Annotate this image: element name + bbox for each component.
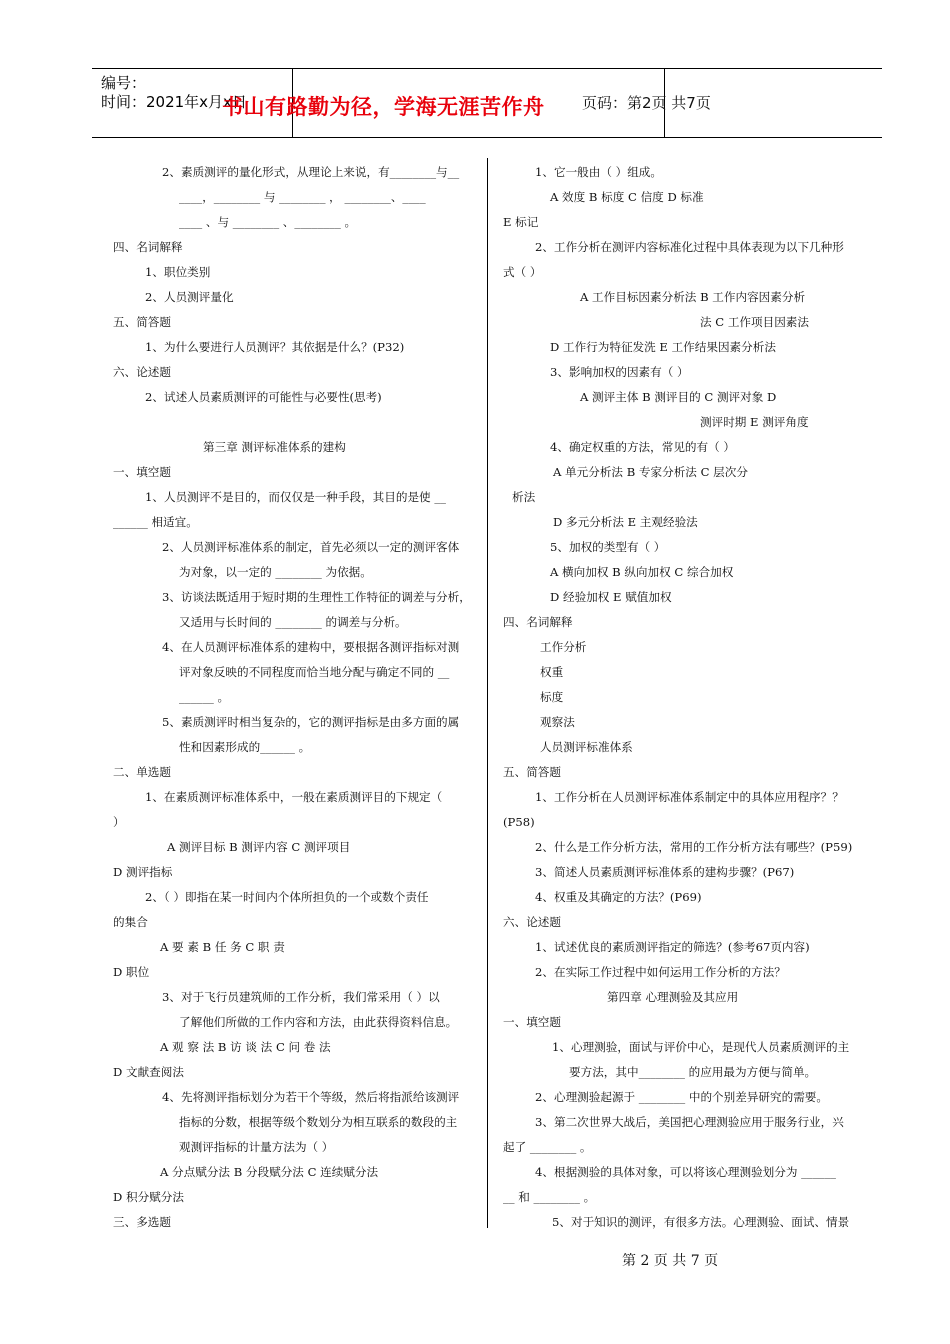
text-line: 3、访谈法既适用于短时期的生理性工作特征的调差与分析， bbox=[162, 590, 471, 604]
text-line: (P58) bbox=[503, 815, 535, 829]
text-line: ____，________ 与 ________ ， ________、____ bbox=[179, 190, 426, 204]
text-line: ______ 相适宜。 bbox=[113, 515, 198, 529]
text-line: 4、权重及其确定的方法？(P69) bbox=[535, 890, 702, 904]
text-line: 4、根据测验的具体对象，可以将该心理测验划分为 ______ bbox=[535, 1165, 836, 1179]
option-line: A 观 察 法 B 访 谈 法 C 问 卷 法 bbox=[160, 1040, 331, 1054]
section-heading: 四、名词解释 bbox=[113, 240, 183, 254]
option-line: 析法 bbox=[512, 490, 536, 504]
term-item: 观察法 bbox=[540, 715, 575, 729]
text-line: 5、素质测评时相当复杂的，它的测评指标是由多方面的属 bbox=[162, 715, 460, 729]
text-line: 2、工作分析在测评内容标准化过程中具体表现为以下几种形 bbox=[535, 240, 844, 254]
text-line: 2、在实际工作过程中如何运用工作分析的方法？ bbox=[535, 965, 786, 979]
number-label: 编号： bbox=[101, 74, 147, 92]
page-footer: 第 2 页 共 7 页 bbox=[622, 1253, 719, 1269]
term-item: 权重 bbox=[540, 665, 564, 679]
option-line: 法 C 工作项目因素法 bbox=[700, 315, 809, 329]
text-line: 2、什么是工作分析方法，常用的工作分析方法有哪些？(P59) bbox=[535, 840, 853, 854]
text-line: ） bbox=[113, 815, 125, 829]
text-line: 1、工作分析在人员测评标准体系制定中的具体应用程序？？ bbox=[535, 790, 844, 804]
section-heading: 二、单选题 bbox=[113, 765, 171, 779]
time-label: 时间：2021年x月x日 bbox=[101, 93, 247, 111]
text-line: 为对象，以一定的 ________ 为依据。 bbox=[179, 565, 372, 579]
text-line: 2、人员测评量化 bbox=[145, 290, 234, 304]
text-line: __ 和 ________ 。 bbox=[503, 1190, 596, 1204]
text-line: 3、简述人员素质测评标准体系的建构步骤？(P67) bbox=[535, 865, 795, 879]
text-line: 式（ ） bbox=[503, 265, 542, 279]
text-line: 又适用与长时间的 ________ 的调差与分析。 bbox=[179, 615, 407, 629]
chapter-title: 第四章 心理测验及其应用 bbox=[607, 990, 739, 1004]
text-line: 3、对于飞行员建筑师的工作分析，我们常采用（ ）以 bbox=[162, 990, 440, 1004]
option-line: D 经验加权 E 赋值加权 bbox=[550, 590, 672, 604]
text-line: 评对象反映的不同程度而恰当地分配与确定不同的 __ bbox=[179, 665, 450, 679]
term-item: 工作分析 bbox=[540, 640, 587, 654]
text-line: 5、加权的类型有（ ） bbox=[550, 540, 666, 554]
section-heading: 三、多选题 bbox=[113, 1215, 171, 1229]
option-line: D 多元分析法 E 主观经验法 bbox=[553, 515, 698, 529]
option-line: D 测评指标 bbox=[113, 865, 173, 879]
text-line: 4、确定权重的方法，常见的有（ ） bbox=[550, 440, 735, 454]
option-line: D 工作行为特征发洗 E 工作结果因素分析法 bbox=[550, 340, 776, 354]
text-line: 1、在素质测评标准体系中，一般在素质测评目的下规定（ bbox=[145, 790, 443, 804]
text-line: 1、试述优良的素质测评指定的筛选？(参考67页内容) bbox=[535, 940, 810, 954]
text-line: 2、试述人员素质测评的可能性与必要性(思考) bbox=[145, 390, 382, 404]
text-line: 1、心理测验，面试与评价中心，是现代人员素质测评的主 bbox=[552, 1040, 850, 1054]
motto: 书山有路勤为径，学海无涯苦作舟 bbox=[222, 95, 545, 119]
option-line: A 分点赋分法 B 分段赋分法 C 连续赋分法 bbox=[160, 1165, 379, 1179]
section-heading: 一、填空题 bbox=[113, 465, 171, 479]
text-line: 1、它一般由（ ）组成。 bbox=[535, 165, 662, 179]
option-line: A 测评主体 B 测评目的 C 测评对象 D bbox=[580, 390, 777, 404]
text-line: ______ 。 bbox=[179, 690, 230, 704]
option-line: D 职位 bbox=[113, 965, 150, 979]
text-line: 3、第二次世界大战后，美国把心理测验应用于服务行业，兴 bbox=[535, 1115, 844, 1129]
option-line: A 单元分析法 B 专家分析法 C 层次分 bbox=[553, 465, 748, 479]
text-line: 观测评指标的计量方法为（ ） bbox=[179, 1140, 334, 1154]
text-line: 2、（ ）即指在某一时间内个体所担负的一个或数个责任 bbox=[145, 890, 429, 904]
text-line: 指标的分数，根据等级个数划分为相互联系的数段的主 bbox=[179, 1115, 458, 1129]
section-heading: 四、名词解释 bbox=[503, 615, 573, 629]
text-line: 4、在人员测评标准体系的建构中，要根据各测评指标对测 bbox=[162, 640, 460, 654]
page-number-label: 页码：第2页 共7页 bbox=[582, 94, 711, 112]
text-line: 1、人员测评不是目的，而仅仅是一种手段，其目的是使 __ bbox=[145, 490, 446, 504]
text-line: 2、人员测评标准体系的制定，首先必须以一定的测评客体 bbox=[162, 540, 460, 554]
section-heading: 五、简答题 bbox=[503, 765, 561, 779]
section-heading: 六、论述题 bbox=[113, 365, 171, 379]
text-line: 了解他们所做的工作内容和方法，由此获得资料信息。 bbox=[179, 1015, 458, 1029]
option-line: A 测评目标 B 测评内容 C 测评项目 bbox=[167, 840, 351, 854]
option-line: D 文献查阅法 bbox=[113, 1065, 184, 1079]
text-line: 的集合 bbox=[113, 915, 148, 929]
text-line: 性和因素形成的______ 。 bbox=[179, 740, 311, 754]
option-line: D 积分赋分法 bbox=[113, 1190, 184, 1204]
term-item: 人员测评标准体系 bbox=[540, 740, 633, 754]
text-line: 3、影响加权的因素有（ ） bbox=[550, 365, 689, 379]
section-heading: 六、论述题 bbox=[503, 915, 561, 929]
chapter-title: 第三章 测评标准体系的建构 bbox=[203, 440, 346, 454]
option-line: A 工作目标因素分析法 B 工作内容因素分析 bbox=[580, 290, 806, 304]
option-line: A 横向加权 B 纵向加权 C 综合加权 bbox=[550, 565, 734, 579]
text-line: 起了 ________ 。 bbox=[503, 1140, 592, 1154]
text-line: 5、对于知识的测评，有很多方法。心理测验、面试、情景 bbox=[552, 1215, 850, 1229]
section-heading: 一、填空题 bbox=[503, 1015, 561, 1029]
section-heading: 五、简答题 bbox=[113, 315, 171, 329]
text-line: 要方法，其中________ 的应用最为方便与简单。 bbox=[569, 1065, 817, 1079]
text-line: 2、素质测评的量化形式，从理论上来说，有________与__ bbox=[162, 165, 460, 179]
option-line: A 效度 B 标度 C 信度 D 标准 bbox=[550, 190, 704, 204]
text-line: 4、先将测评指标划分为若干个等级，然后将指派给该测评 bbox=[162, 1090, 460, 1104]
column-divider bbox=[487, 158, 488, 1228]
text-line: 1、职位类别 bbox=[145, 265, 211, 279]
option-line: A 要 素 B 任 务 C 职 责 bbox=[160, 940, 285, 954]
option-line: E 标记 bbox=[503, 215, 539, 229]
text-line: 2、心理测验起源于 ________ 中的个别差异研究的需要。 bbox=[535, 1090, 828, 1104]
text-line: ____ 、与 ________ 、________ 。 bbox=[179, 215, 357, 229]
text-line: 1、为什么要进行人员测评？其依据是什么？(P32) bbox=[145, 340, 405, 354]
option-line: 测评时期 E 测评角度 bbox=[700, 415, 809, 429]
term-item: 标度 bbox=[540, 690, 564, 704]
